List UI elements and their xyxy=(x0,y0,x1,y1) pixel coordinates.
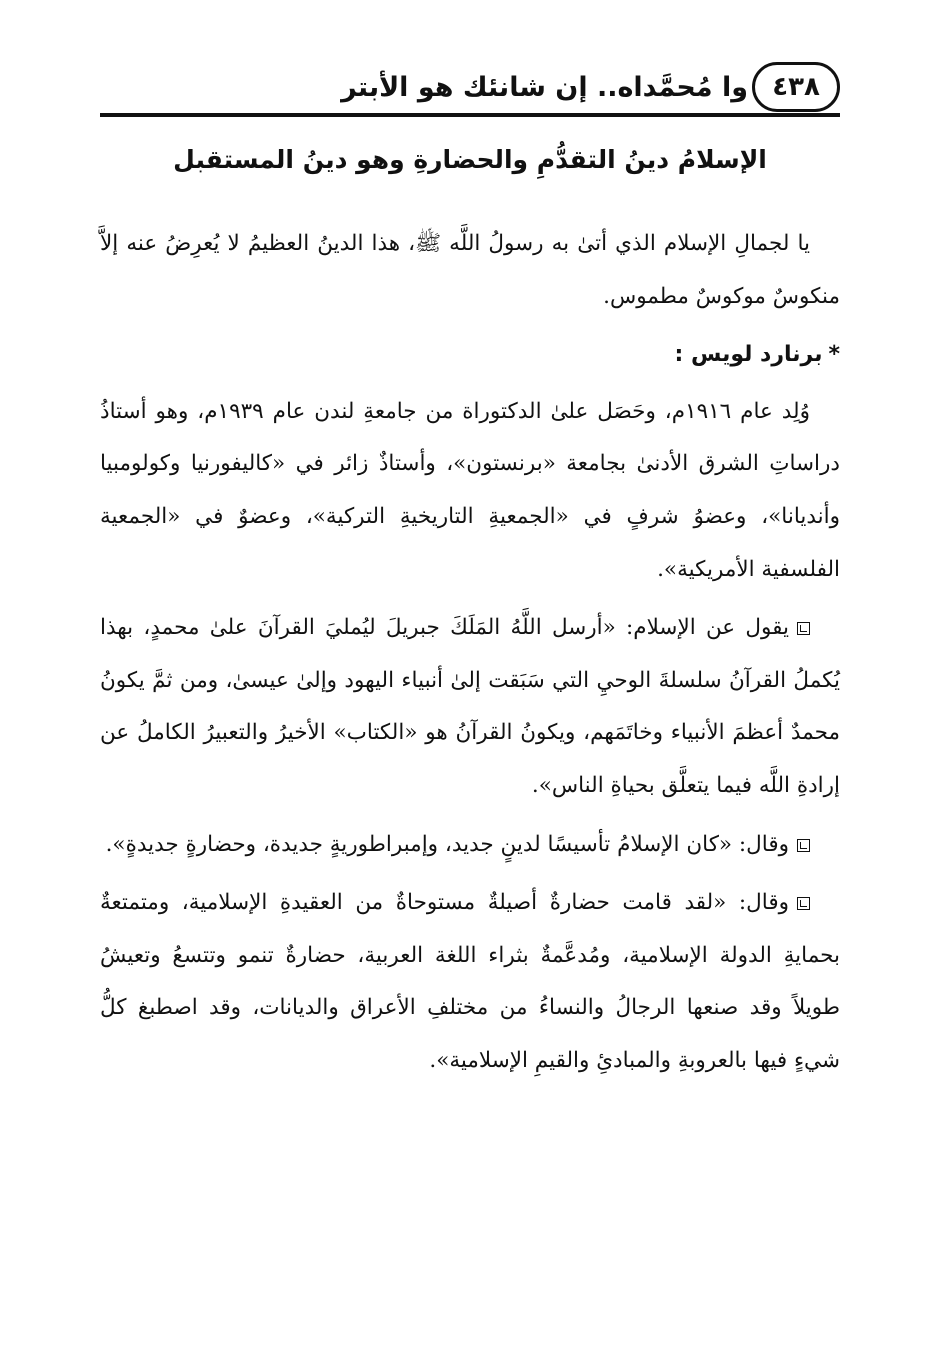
checkbox-bullet-icon xyxy=(797,897,810,910)
page-number: ٤٣٨ xyxy=(772,72,820,102)
asterisk-icon: * xyxy=(828,342,840,368)
quote-paragraph xyxy=(100,819,840,872)
body-text xyxy=(100,218,840,1094)
quote-text: يقول عن الإسلام: «أرسل اللَّهُ المَلَكَ جبريلَ ليُمليَ القرآنَ علىٰ محمدٍ، بهذا يُكملُ القرآنُ سلسلةَ الوحيِ التي سَبَقت إلىٰ أنبياء اليهود وإلىٰ عيسىٰ، ومن ثمَّ يكونُ محمدٌ أعظمَ الأنبياء وخاتَمَهم، ويكونُ القرآنُ هو «الكتاب» الأخيرُ والتعبيرُ الكاملُ عن إرادةِ اللَّه فيما يتعلَّق بحياةِ الناس». xyxy=(100,615,840,798)
quote-paragraph xyxy=(100,602,840,812)
quote-paragraph xyxy=(100,877,840,1087)
running-title: وا مُحمَّداه.. إن شانئك هو الأبتر xyxy=(341,72,748,103)
section-label xyxy=(100,329,840,382)
quote-text: وقال: «لقد قامت حضارةٌ أصيلةٌ مستوحاةٌ من العقيدةِ الإسلامية، ومتمتعةٌ بحمايةِ الدولة الإسلامية، ومُدعَّمةٌ بثراء اللغة العربية، حضارةٌ تنمو وتتسعُ وتعيشُ طويلاً وقد صنعها الرجالُ والنساءُ من مختلفِ الأعراق والديانات، وقد اصطبغ كلُّ شيءٍ فيها بالعروبةِ والمبادئِ والقيمِ الإسلامية». xyxy=(100,890,840,1073)
quote-text: وقال: «كان الإسلامُ تأسيسًا لدينٍ جديد، وإمبراطوريةٍ جديدة، وحضارةٍ جديدةٍ». xyxy=(105,831,789,857)
section-name: برنارد لويس : xyxy=(674,342,823,368)
bio-paragraph: وُلِد عام ١٩١٦م، وحَصَل علىٰ الدكتوراة من جامعةِ لندن عام ١٩٣٩م، وهو أستاذُ دراساتِ الشرق الأدنىٰ بجامعة «برنستون»، وأستاذٌ زائر في «كاليفورنيا وكولومبيا وأنديانا»، وعضوُ شرفٍ في «الجمعيةِ التاريخيةِ التركية»، وعضوٌ في «الجمعية الفلسفية الأمريكية». xyxy=(100,398,840,582)
page-number-badge xyxy=(752,62,840,112)
chapter-heading: الإسلامُ دينُ التقدُّمِ والحضارةِ وهو دينُ المستقبل xyxy=(173,145,767,174)
checkbox-bullet-icon xyxy=(797,622,810,635)
checkbox-bullet-icon xyxy=(797,839,810,852)
header-divider xyxy=(100,113,840,117)
intro-paragraph: يا لجمالِ الإسلام الذي أتىٰ به رسولُ اللَّه ﷺ، هذا الدينُ العظيمُ لا يُعرِضُ عنه إلاَّ منكوسٌ موكوسٌ مطموس. xyxy=(100,231,840,309)
